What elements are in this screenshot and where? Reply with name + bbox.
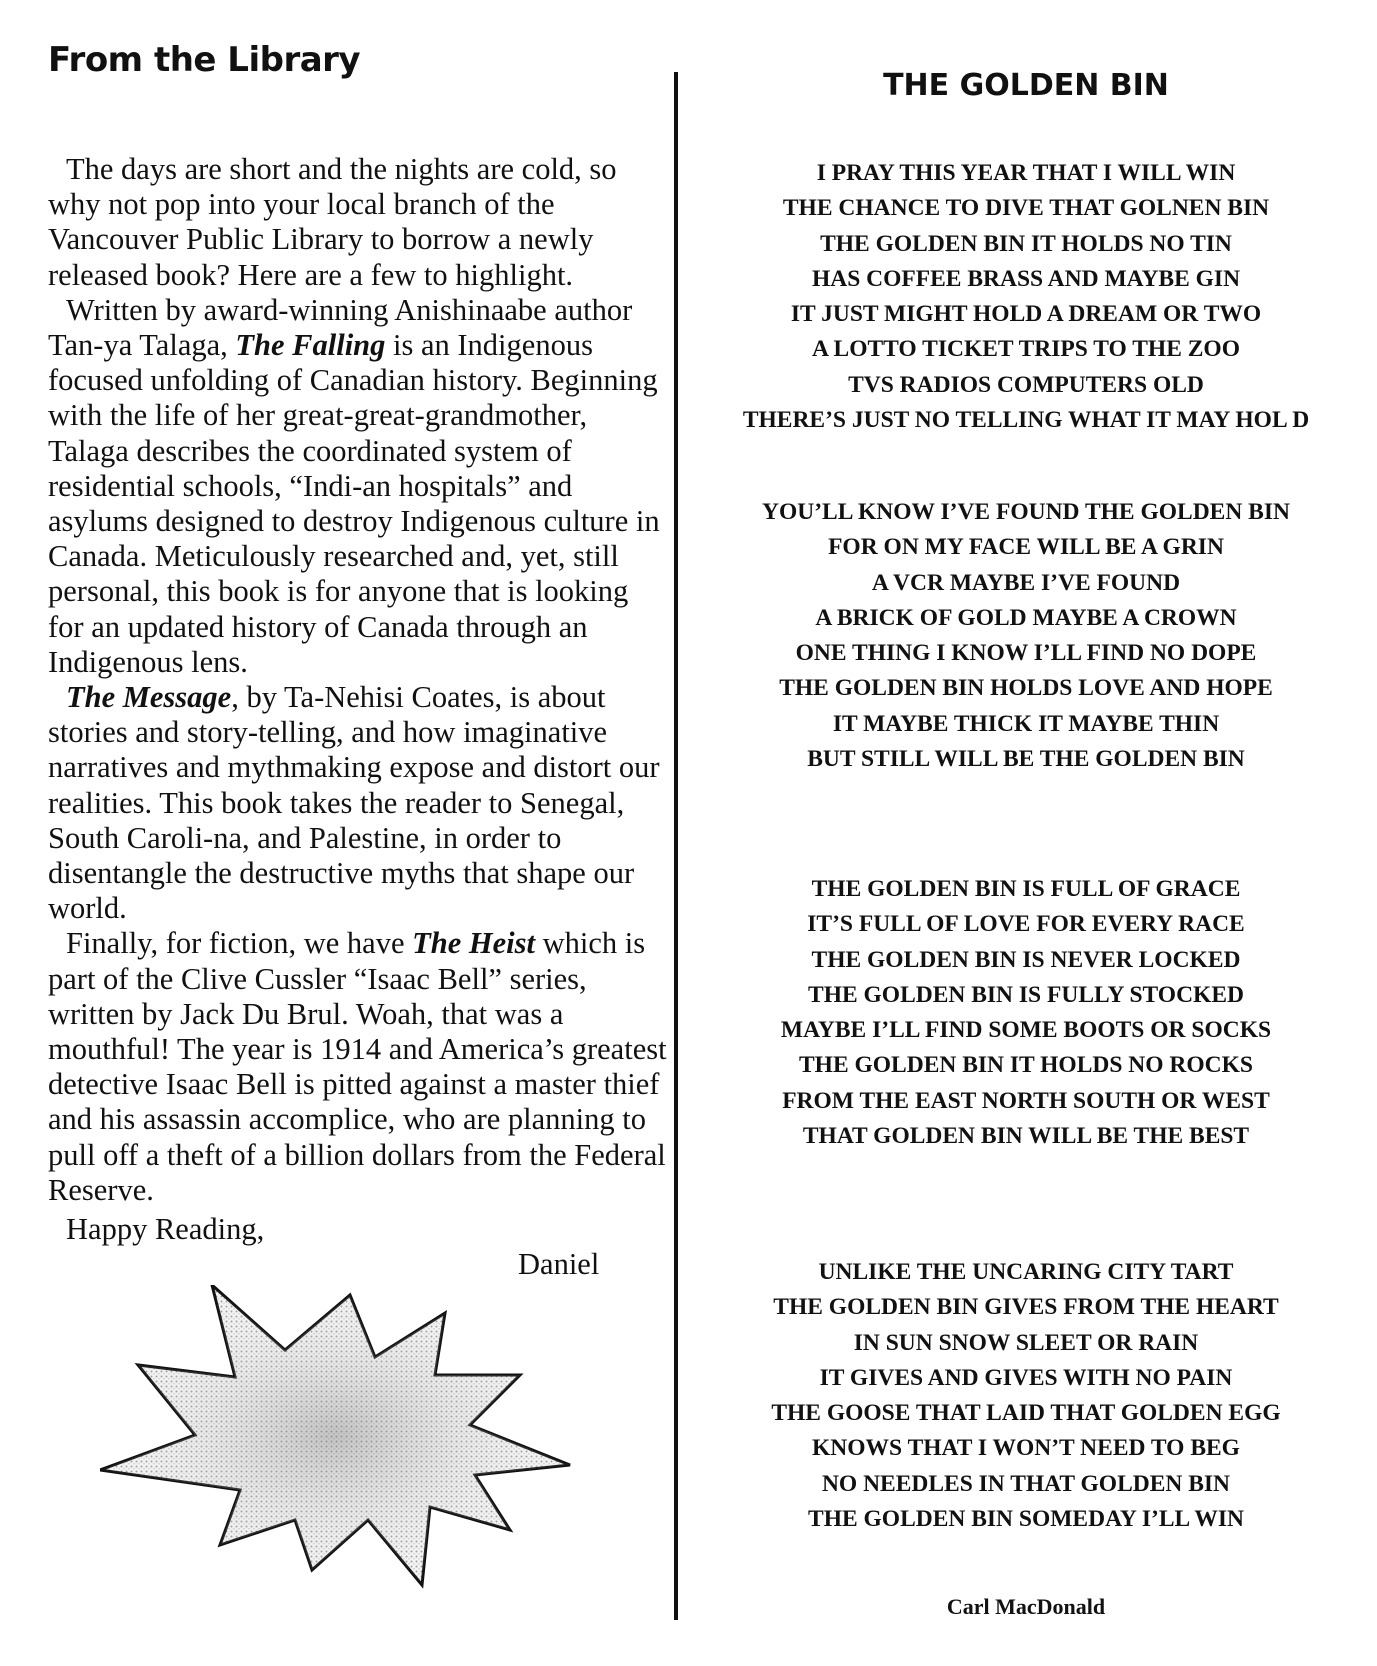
paragraph-text: , by Ta-Nehisi Coates, is about stories and story-telling, and how imaginative narratives and mythmaking expose and distort our realities. This book takes the reader to Senegal, South Caroli-na, and Palestine, in order to disentangle the destructive myths that shape our world. bbox=[48, 680, 660, 926]
poem-line: TVS RADIOS COMPUTERS OLD bbox=[848, 371, 1204, 398]
book-title-message: The Message bbox=[66, 680, 232, 715]
signoff-name: Daniel bbox=[518, 1247, 600, 1281]
poem-stanza-4 bbox=[686, 1255, 1366, 1537]
poem-line: THE CHANCE TO DIVE THAT GOLNEN BIN bbox=[782, 195, 1270, 222]
poem-line: FROM THE EAST NORTH SOUTH OR WEST bbox=[782, 1087, 1270, 1114]
poem-title: THE GOLDEN BIN bbox=[883, 68, 1169, 103]
poem-stanza-1 bbox=[686, 156, 1366, 438]
poem-line: THE GOLDEN BIN IT HOLDS NO TIN bbox=[820, 230, 1232, 257]
poem-line: I PRAY THIS YEAR THAT I WILL WIN bbox=[816, 160, 1236, 186]
poem-line: IT GIVES AND GIVES WITH NO PAIN bbox=[819, 1364, 1233, 1391]
article-paragraph bbox=[48, 152, 668, 293]
poem-line: THE GOLDEN BIN HOLDS LOVE AND HOPE bbox=[779, 675, 1273, 702]
poem-line: THERE’S JUST NO TELLING WHAT IT MAY HOL D bbox=[742, 407, 1310, 434]
poem-line: BUT STILL WILL BE THE GOLDEN BIN bbox=[807, 746, 1245, 773]
poem-line: HAS COFFEE BRASS AND MAYBE GIN bbox=[811, 265, 1241, 292]
poem-line: THE GOLDEN BIN IS FULLY STOCKED bbox=[808, 981, 1244, 1008]
poem-line: THE GOLDEN BIN GIVES FROM THE HEART bbox=[773, 1294, 1279, 1321]
column-divider bbox=[674, 72, 678, 1620]
poem-line: UNLIKE THE UNCARING CITY TART bbox=[818, 1259, 1234, 1285]
poem-stanza-2 bbox=[686, 495, 1366, 777]
poem-line: THE GOLDEN BIN IT HOLDS NO ROCKS bbox=[798, 1052, 1253, 1079]
library-heading: From the Library bbox=[48, 40, 361, 80]
book-title-heist: The Heist bbox=[412, 926, 535, 961]
article-paragraph bbox=[48, 926, 668, 1208]
poem-line: A LOTTO TICKET TRIPS TO THE ZOO bbox=[812, 336, 1240, 363]
poem-line: THE GOLDEN BIN IS FULL OF GRACE bbox=[811, 876, 1241, 902]
poem-line: THE GOLDEN BIN IS NEVER LOCKED bbox=[811, 946, 1241, 973]
paragraph-text: The days are short and the nights are cold, so why not pop into your local branch of the Vancouver Public Library to borrow a newly released book? Here are a few to highlight. bbox=[48, 152, 617, 292]
poem-line: IT MAYBE THICK IT MAYBE THIN bbox=[832, 710, 1220, 737]
poem-author: Carl MacDonald bbox=[946, 1594, 1106, 1619]
poem-line: YOU’LL KNOW I’VE FOUND THE GOLDEN BIN bbox=[762, 499, 1290, 525]
poem-stanza-3 bbox=[686, 872, 1366, 1154]
poem-line: ONE THING I KNOW I’LL FIND NO DOPE bbox=[795, 640, 1257, 667]
poem-line: MAYBE I’LL FIND SOME BOOTS OR SOCKS bbox=[780, 1017, 1272, 1044]
article-paragraph bbox=[48, 680, 668, 926]
closing-line: Happy Reading, bbox=[66, 1212, 265, 1246]
library-article bbox=[48, 152, 668, 1208]
poem-line: THAT GOLDEN BIN WILL BE THE BEST bbox=[802, 1123, 1250, 1150]
paragraph-text: Finally, for fiction, we have bbox=[66, 926, 413, 961]
poem-column bbox=[686, 60, 1366, 103]
poem-line: IT’S FULL OF LOVE FOR EVERY RACE bbox=[807, 911, 1245, 938]
starburst-icon bbox=[100, 1285, 610, 1590]
paragraph-text: Written by award-winning Anishinaabe author Tan-ya Talaga, bbox=[48, 292, 633, 363]
paragraph-text: is an Indigenous focused unfolding of Canadian history. Beginning with the life of her great-great-grandmother, Talaga describes the coordinated system of residential schools, “Indi-an hospitals” and asylums designed to destroy Indigenous culture in Canada. Meticulously researched and, yet, still personal, this book is for anyone that is looking for an updated history of Canada through an Indigenous lens. bbox=[48, 328, 660, 679]
poem-line: IN SUN SNOW SLEET OR RAIN bbox=[853, 1329, 1199, 1356]
poem-line: A BRICK OF GOLD MAYBE A CROWN bbox=[815, 604, 1237, 631]
poem-line: KNOWS THAT I WON’T NEED TO BEG bbox=[812, 1435, 1240, 1462]
poem-line: IT JUST MIGHT HOLD A DREAM OR TWO bbox=[790, 301, 1262, 328]
poem-line: FOR ON MY FACE WILL BE A GRIN bbox=[828, 534, 1224, 561]
library-column bbox=[48, 40, 668, 80]
poem-line: THE GOOSE THAT LAID THAT GOLDEN EGG bbox=[771, 1400, 1281, 1427]
poem-line: NO NEEDLES IN THAT GOLDEN BIN bbox=[821, 1470, 1231, 1497]
poem-line: THE GOLDEN BIN SOMEDAY I’LL WIN bbox=[808, 1506, 1244, 1533]
book-title-falling: The Falling bbox=[235, 328, 386, 363]
paragraph-text: which is part of the Clive Cussler “Isaac Bell” series, written by Jack Du Brul. Woah, that was a mouthful! The year is 1914 and America’s greatest detective Isaac Bell is pitted against a master thief and his assassin accomplice, who are planning to pull off a theft of a billion dollars from the Federal Reserve. bbox=[48, 926, 667, 1207]
article-paragraph bbox=[48, 293, 668, 680]
poem-line: A VCR MAYBE I’VE FOUND bbox=[871, 569, 1181, 596]
